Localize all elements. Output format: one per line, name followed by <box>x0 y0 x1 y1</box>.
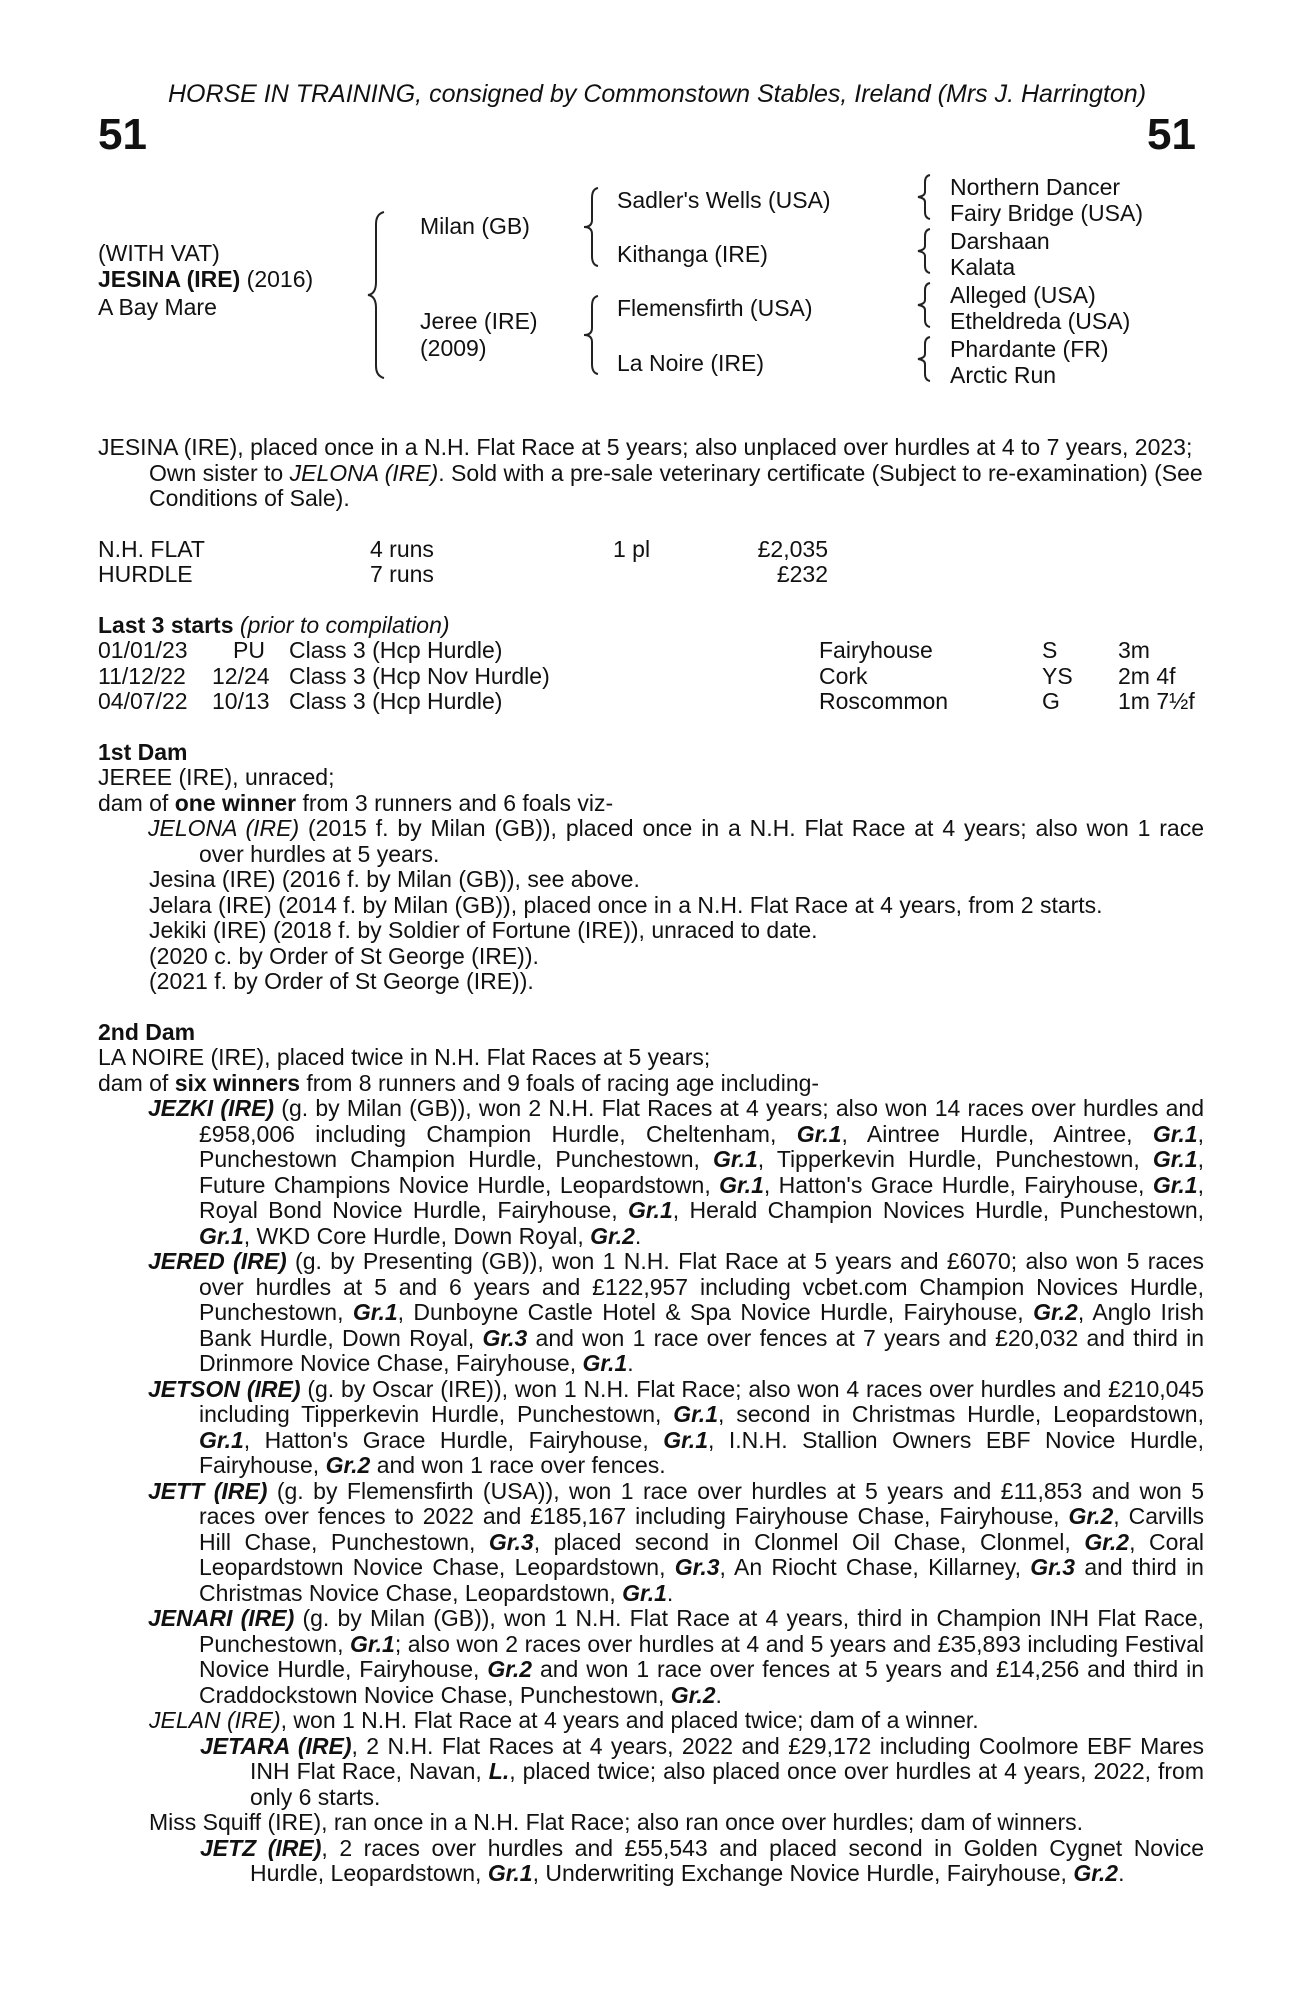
start-row <box>98 664 1204 690</box>
produce-entry-jezki <box>98 1096 1204 1249</box>
grade: Gr.1 <box>796 1120 842 1147</box>
g3-8: Arctic Run <box>950 362 1057 388</box>
jenari-name: JENARI (IRE) <box>148 1605 295 1631</box>
lot-number-left: 51 <box>98 110 147 159</box>
intro-text-a: JESINA (IRE), placed once in a N.H. Flat Race at 5 years; also unplaced over hurdles at 4 to 7 years, 2023; Own sister to <box>98 434 1193 486</box>
text: , Hatton's Grace Hurdle, Fairyhouse, <box>763 1171 1153 1198</box>
start-position: 12/24 <box>212 662 270 689</box>
grade: Gr.2 <box>590 1222 635 1249</box>
grade: Gr.1 <box>1152 1120 1198 1147</box>
consignor-header: HORSE IN TRAINING, consigned by Commonstown Stables, Ireland (Mrs J. Harrington) <box>167 80 1147 108</box>
grade: Gr.3 <box>488 1528 534 1555</box>
record-runs: 7 runs <box>370 561 434 587</box>
last-starts-heading <box>98 613 1204 639</box>
record-type: N.H. FLAT <box>98 535 205 562</box>
start-course: Cork <box>819 662 868 689</box>
text: , I.N.H. Stallion Owners EBF Novice Hurdle, Fairyhouse, <box>199 1426 1204 1478</box>
dam-dam: La Noire (IRE) <box>617 350 764 376</box>
grade: L. <box>488 1758 510 1784</box>
grade: Gr.1 <box>199 1222 244 1249</box>
produce-entry-jetara <box>98 1734 1204 1811</box>
start-position: PU <box>233 637 265 663</box>
last-starts-title: Last 3 starts <box>98 611 234 638</box>
text: (g. by Milan (GB)), won 2 N.H. Flat Races at 4 years; also won 14 races over hurdles and £958,006 including Champion Hurdle, Cheltenham, <box>199 1095 1204 1147</box>
grade: Gr.3 <box>674 1554 720 1580</box>
grade: Gr.2 <box>1084 1528 1130 1555</box>
text: , Tipperkevin Hurdle, Punchestown, <box>757 1146 1153 1172</box>
jelan-name: JELAN (IRE) <box>149 1707 281 1733</box>
first-dam-produce-line <box>98 791 1204 817</box>
first-dam-heading: 1st Dam <box>98 738 188 765</box>
produce-entry: Jelara (IRE) (2014 f. by Milan (GB)), placed once in a N.H. Flat Race at 4 years, from 2 starts. <box>149 891 1103 918</box>
start-race: Class 3 (Hcp Nov Hurdle) <box>289 662 550 689</box>
jetz-name: JETZ (IRE) <box>200 1834 322 1861</box>
second-dam-heading: 2nd Dam <box>98 1018 196 1045</box>
start-date: 11/12/22 <box>98 662 186 689</box>
text: , Underwriting Exchange Novice Hurdle, Fairyhouse, <box>532 1860 1074 1886</box>
text: , placed second in Clonmel Oil Chase, Clonmel, <box>533 1528 1085 1555</box>
start-distance: 3m <box>1118 637 1150 663</box>
jered-name: JERED (IRE) <box>148 1248 287 1274</box>
start-race: Class 3 (Hcp Hurdle) <box>289 637 503 663</box>
text: and third in Christmas Novice Chase, Leopardstown, <box>199 1554 1204 1606</box>
text: , Punchestown Champion Hurdle, Punchestown, <box>199 1120 1204 1172</box>
pedigree-brace-sire <box>578 186 604 268</box>
grade: Gr.2 <box>1068 1503 1114 1529</box>
grade: Gr.1 <box>1152 1146 1198 1172</box>
produce-entry: Jekiki (IRE) (2018 f. by Soldier of Fortune (IRE)), unraced to date. <box>149 917 818 943</box>
text: , Royal Bond Novice Hurdle, Fairyhouse, <box>199 1171 1204 1223</box>
text: , Coral Leopardstown Novice Chase, Leopardstown, <box>199 1528 1204 1580</box>
horse-title <box>98 266 313 293</box>
produce-entry: (2021 f. by Order of St George (IRE)). <box>149 968 534 994</box>
g3-5: Alleged (USA) <box>950 282 1096 308</box>
record-type: HURDLE <box>98 561 193 587</box>
text: (g. by Milan (GB)), won 1 N.H. Flat Race at 4 years, third in Champion INH Flat Race, Punchestown, <box>199 1605 1204 1657</box>
pedigree-brace-main <box>362 210 392 380</box>
text: , Dunboyne Castle Hotel & Spa Novice Hurdle, Fairyhouse, <box>397 1299 1034 1325</box>
first-dam-produce-a: dam of <box>98 789 175 816</box>
dam-name: Jeree (IRE) <box>420 308 538 334</box>
grade: Gr.1 <box>487 1860 533 1886</box>
g3-6: Etheldreda (USA) <box>950 308 1131 334</box>
dam-sire: Flemensfirth (USA) <box>617 295 813 321</box>
g3-1: Northern Dancer <box>950 174 1121 200</box>
horse-year: (2016) <box>246 266 314 292</box>
second-dam-produce-c: from 8 runners and 9 foals of racing age including- <box>300 1069 820 1096</box>
text: , Anglo Irish Bank Hurdle, Down Royal, <box>199 1299 1205 1351</box>
g3-2: Fairy Bridge (USA) <box>950 200 1143 226</box>
text: . <box>627 1350 634 1376</box>
record-runs: 4 runs <box>370 535 434 562</box>
start-course: Roscommon <box>819 688 949 714</box>
first-dam-line: JEREE (IRE), unraced; <box>98 764 335 790</box>
grade: Gr.1 <box>1152 1171 1198 1198</box>
grade: Gr.2 <box>1073 1860 1119 1886</box>
text: , won 1 N.H. Flat Race at 4 years and placed twice; dam of a winner. <box>280 1707 979 1733</box>
start-date: 04/07/22 <box>98 688 188 714</box>
jetara-name: JETARA (IRE) <box>200 1732 352 1759</box>
produce-entry-jett <box>98 1479 1204 1607</box>
catalogue-body <box>98 435 1204 1887</box>
start-course: Fairyhouse <box>819 637 933 663</box>
jelona-name: JELONA (IRE) <box>148 815 300 841</box>
text: (g. by Presenting (GB)), won 1 N.H. Flat Race at 5 years and £6070; also won 5 races over hurdles at 5 and 6 years and £122,957 including vcbet.com Champion Novices Hurdle, Punchestown, <box>199 1248 1204 1325</box>
grade: Gr.3 <box>1030 1554 1076 1580</box>
start-distance: 1m 7½f <box>1118 688 1195 714</box>
produce-entry: (2020 c. by Order of St George (IRE)). <box>149 942 539 969</box>
second-dam-line: LA NOIRE (IRE), placed twice in N.H. Flat Races at 5 years; <box>98 1044 711 1070</box>
start-row <box>98 638 1204 664</box>
last-starts-note: (prior to compilation) <box>239 611 450 638</box>
text: , second in Christmas Hurdle, Leopardstown, <box>718 1401 1204 1427</box>
text: , Aintree Hurdle, Aintree, <box>841 1120 1153 1147</box>
produce-entry-jelan <box>98 1708 1204 1734</box>
jetson-name: JETSON (IRE) <box>148 1375 301 1402</box>
text: . <box>715 1681 722 1708</box>
grade: Gr.1 <box>713 1146 758 1172</box>
grade: Gr.1 <box>199 1426 244 1453</box>
record-earnings: £232 <box>776 561 828 587</box>
record-earnings: £2,035 <box>757 535 828 562</box>
text: and won 1 race over fences. <box>370 1452 666 1478</box>
produce-entry-jered <box>98 1249 1204 1377</box>
produce-entry-jenari <box>98 1606 1204 1708</box>
g3-7: Phardante (FR) <box>950 336 1109 362</box>
grade: Gr.2 <box>325 1452 371 1478</box>
intro-text-c: . Sold with a pre-sale veterinary certificate (Subject to re-examination) (See Conditions of Sale). <box>149 459 1203 511</box>
lot-number-right: 51 <box>1147 110 1196 159</box>
record-row <box>98 562 1204 588</box>
text: , 2 races over hurdles and £55,543 and placed second in Golden Cygnet Novice Hurdle, Leopardstown, <box>250 1834 1204 1886</box>
start-position: 10/13 <box>212 688 270 714</box>
start-going: S <box>1042 637 1058 663</box>
intro-paragraph <box>98 435 1204 512</box>
text: , Herald Champion Novices Hurdle, Punchestown, <box>672 1197 1204 1223</box>
grade: Gr.3 <box>482 1324 528 1351</box>
second-dam-produce-line <box>98 1071 1204 1097</box>
text: , Hatton's Grace Hurdle, Fairyhouse, <box>243 1426 664 1453</box>
g3-4: Kalata <box>950 254 1016 280</box>
sire-dam: Kithanga (IRE) <box>617 241 768 267</box>
produce-entry-jetson <box>98 1377 1204 1479</box>
grade: Gr.1 <box>663 1426 708 1453</box>
produce-entry-jelona <box>98 816 1204 867</box>
first-dam-winners: one winner <box>174 789 297 816</box>
text: , Future Champions Novice Hurdle, Leopardstown, <box>199 1146 1204 1198</box>
record-placed: 1 pl <box>613 535 651 562</box>
grade: Gr.2 <box>670 1681 716 1708</box>
g3-3: Darshaan <box>950 228 1050 254</box>
grade: Gr.2 <box>1033 1299 1078 1325</box>
start-going: G <box>1042 688 1060 714</box>
grade: Gr.1 <box>622 1579 667 1606</box>
pedigree-braces-g3 <box>912 173 936 393</box>
grade: Gr.2 <box>487 1656 533 1682</box>
text: . <box>1118 1860 1125 1886</box>
horse-name: JESINA (IRE) <box>98 266 241 292</box>
produce-entry: Jesina (IRE) (2016 f. by Milan (GB)), see above. <box>149 866 640 892</box>
sire-name: Milan (GB) <box>420 213 530 239</box>
sire-sire: Sadler's Wells (USA) <box>617 187 831 213</box>
second-dam-produce-a: dam of <box>98 1069 175 1096</box>
intro-sister: JELONA (IRE) <box>289 459 439 486</box>
text: (g. by Flemensfirth (USA)), won 1 race over hurdles at 5 years and £11,853 and won 5 races over fences to 2022 and £185,167 including Fairyhouse Chase, Fairyhouse, <box>199 1477 1205 1529</box>
text: , placed twice; also placed once over hurdles at 4 years, 2022, from only 6 starts. <box>250 1758 1204 1810</box>
grade: Gr.1 <box>673 1401 718 1427</box>
text: (g. by Oscar (IRE)), won 1 N.H. Flat Race; also won 4 races over hurdles and £210,045 including Tipperkevin Hurdle, Punchestown, <box>199 1375 1205 1427</box>
text: , An Riocht Chase, Killarney, <box>719 1554 1031 1580</box>
jezki-name: JEZKI (IRE) <box>148 1095 275 1121</box>
first-dam-produce-c: from 3 runners and 6 foals viz- <box>296 789 614 816</box>
start-race: Class 3 (Hcp Hurdle) <box>289 688 503 714</box>
text: ; also won 2 races over hurdles at 4 and 5 years and £35,893 including Festival Novice Hurdle, Fairyhouse, <box>199 1630 1205 1682</box>
grade: Gr.1 <box>350 1630 395 1657</box>
grade: Gr.1 <box>627 1197 673 1223</box>
grade: Gr.1 <box>719 1171 764 1198</box>
pedigree-brace-dam <box>578 294 604 376</box>
text: , WKD Core Hurdle, Down Royal, <box>243 1222 591 1249</box>
produce-entry-jetz <box>98 1836 1204 1887</box>
grade: Gr.1 <box>582 1350 628 1376</box>
text: , Carvills Hill Chase, Punchestown, <box>199 1503 1204 1555</box>
dam-year: (2009) <box>420 335 487 361</box>
text: and won 1 race over fences at 7 years and £20,032 and third in Drinmore Novice Chase, Fairyhouse, <box>199 1324 1204 1376</box>
start-row <box>98 689 1204 715</box>
text: and won 1 race over fences at 5 years and £14,256 and third in Craddockstown Novice Chase, Punchestown, <box>199 1656 1204 1708</box>
text: , 2 N.H. Flat Races at 4 years, 2022 and £29,172 including Coolmore EBF Mares INH Flat Race, Navan, <box>250 1732 1204 1784</box>
start-going: YS <box>1042 662 1073 689</box>
vat-label: (WITH VAT) <box>98 240 220 266</box>
produce-entry-miss-squiff: Miss Squiff (IRE), ran once in a N.H. Flat Race; also ran once over hurdles; dam of winners. <box>149 1809 1084 1835</box>
second-dam-winners: six winners <box>174 1069 300 1096</box>
start-date: 01/01/23 <box>98 637 188 663</box>
text: . <box>634 1222 642 1249</box>
text: . <box>666 1579 674 1606</box>
horse-description: A Bay Mare <box>98 294 217 320</box>
jett-name: JETT (IRE) <box>148 1477 268 1504</box>
record-row <box>98 537 1204 563</box>
jelona-text: (2015 f. by Milan (GB)), placed once in a N.H. Flat Race at 4 years; also won 1 race over hurdles at 5 years. <box>199 815 1204 867</box>
start-distance: 2m 4f <box>1118 662 1176 689</box>
grade: Gr.1 <box>352 1299 398 1325</box>
